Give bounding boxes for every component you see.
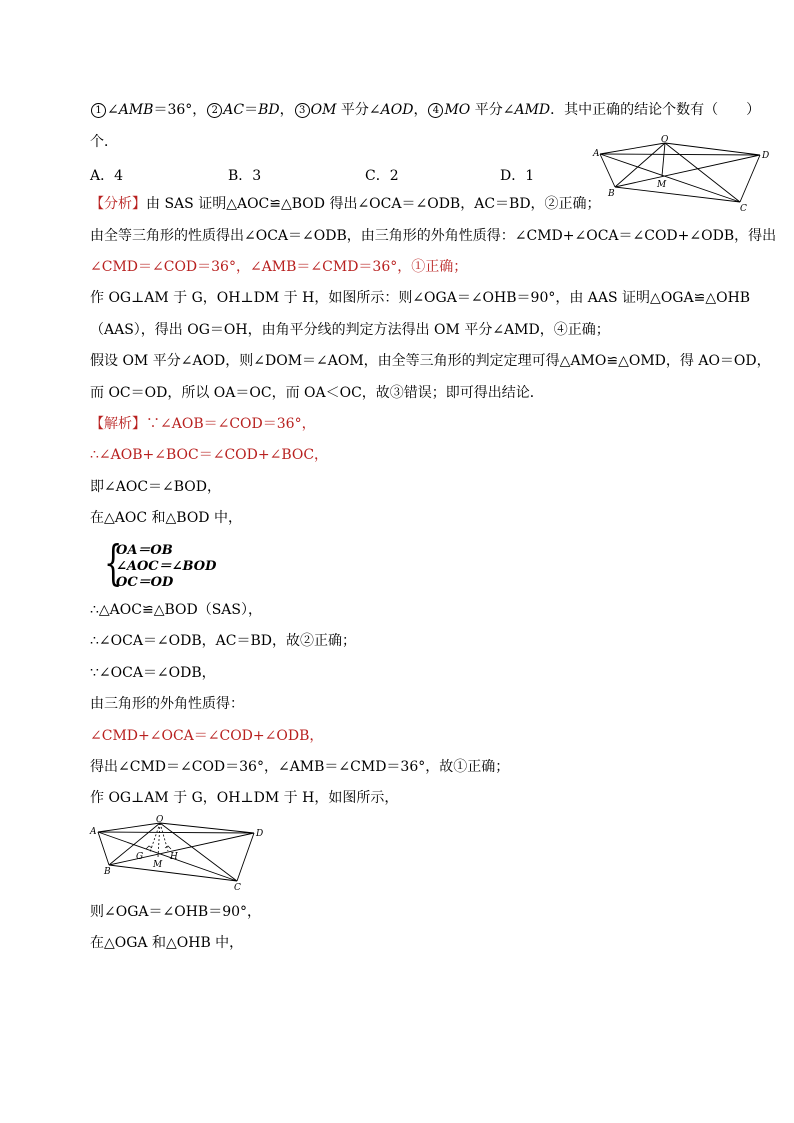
solution-line-13: 在△OGA 和△OHB 中， <box>90 935 244 951</box>
solution-line-10: 得出∠CMD＝∠COD＝36°，∠AMB＝∠CMD＝36°，故①正确； <box>90 759 510 775</box>
analysis-line-7: 而 OC＝OD，所以 OA＝OC，而 OA＜OC，故③错误；即可得出结论． <box>90 385 544 401</box>
label-d: D <box>762 151 770 161</box>
solution-tag: 【解析】 <box>90 416 146 432</box>
circled-number-3: 3 <box>295 103 310 118</box>
solution-line-2: ∴∠AOB+∠BOC＝∠COD+∠BOC， <box>90 447 329 463</box>
question-line-1 <box>90 100 760 120</box>
label-g-2: G <box>136 852 144 862</box>
statement-4: MO 平分∠AMD．其中正确的结论个数有（ ） <box>444 102 761 118</box>
solution-line-7: ∵∠OCA＝∠ODB， <box>90 665 216 681</box>
solution-line-5: ∴△AOC≌△BOD（SAS）， <box>90 602 263 618</box>
label-d-2: D <box>256 829 264 839</box>
option-c: C．2 <box>365 168 399 184</box>
option-d: D．1 <box>500 168 535 184</box>
label-b: B <box>608 189 615 199</box>
label-h-2: H <box>170 852 178 862</box>
analysis-line-6: 假设 OM 平分∠AOD，则∠DOM＝∠AOM，由全等三角形的判定定理可得△AMO≌△OMD，得 AO＝OD， <box>90 353 771 369</box>
solution-line-12: 则∠OGA＝∠OHB＝90°， <box>90 904 262 920</box>
solution-line-9: ∠CMD+∠OCA＝∠COD+∠ODB， <box>90 728 324 744</box>
label-c: C <box>740 204 747 214</box>
system-row-1: OA＝OB <box>116 543 173 558</box>
label-o-2: O <box>156 815 164 825</box>
geometry-figure-2 <box>88 815 268 893</box>
circled-number-1: 1 <box>91 103 106 118</box>
analysis-line-3: ∠CMD＝∠COD＝36°，∠AMB＝∠CMD＝36°，①正确； <box>90 259 468 275</box>
label-a: A <box>593 149 600 159</box>
circled-number-4: 4 <box>428 103 443 118</box>
solution-line-4: 在△AOC 和△BOD 中， <box>90 510 242 526</box>
label-m-2: M <box>153 860 163 870</box>
circled-number-2: 2 <box>207 103 222 118</box>
statement-1: ∠AMB＝36°， <box>107 102 207 118</box>
solution-line-8: 由三角形的外角性质得： <box>90 696 244 712</box>
analysis-line-4: 作 OG⊥AM 于 G，OH⊥DM 于 H，如图所示：则∠OGA＝∠OHB＝90°，由 AAS 证明△OGA≌△OHB <box>90 290 751 306</box>
analysis-tag: 【分析】 <box>90 196 146 212</box>
label-o: O <box>661 135 669 145</box>
analysis-line-5: （AAS），得出 OG＝OH，由角平分线的判定方法得出 OM 平分∠AMD，④正确； <box>90 322 610 338</box>
analysis-line-1: 【分析】由 SAS 证明△AOC≌△BOD 得出∠OCA＝∠ODB，AC＝BD，②正确； <box>90 196 601 212</box>
question-line-2: 个． <box>90 134 118 150</box>
solution-line-6: ∴∠OCA＝∠ODB，AC＝BD，故②正确； <box>90 633 356 649</box>
equation-system <box>104 535 244 591</box>
geometry-figure-1 <box>590 135 775 215</box>
brace: { <box>104 535 123 591</box>
statement-2: AC＝BD， <box>223 102 294 118</box>
system-row-3: OC＝OD <box>116 575 174 590</box>
solution-line-3: 即∠AOC＝∠BOD， <box>90 479 222 495</box>
system-row-2: ∠AOC＝∠BOD <box>116 559 217 574</box>
label-a-2: A <box>90 827 97 837</box>
option-b: B．3 <box>228 168 262 184</box>
analysis-line-2: 由全等三角形的性质得出∠OCA＝∠ODB，由三角形的外角性质得：∠CMD+∠OCA＝∠COD+∠ODB，得出 <box>90 228 777 244</box>
statement-3: OM 平分∠AOD， <box>310 102 428 118</box>
option-a: A．4 <box>90 168 124 184</box>
label-m: M <box>657 180 667 190</box>
label-b-2: B <box>104 867 111 877</box>
solution-line-1: 【解析】∵∠AOB＝∠COD＝36°， <box>90 416 316 432</box>
solution-line-11: 作 OG⊥AM 于 G，OH⊥DM 于 H，如图所示， <box>90 790 399 806</box>
label-c-2: C <box>234 883 241 893</box>
